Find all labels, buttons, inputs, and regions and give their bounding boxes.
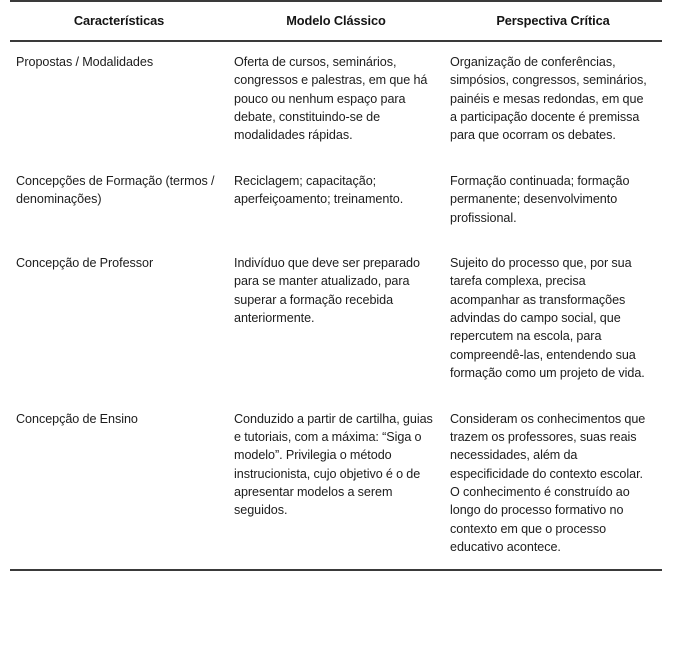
cell-caracteristicas (10, 399, 228, 570)
comparison-table (10, 0, 662, 571)
table-row (10, 243, 662, 399)
table-row (10, 41, 662, 161)
table-body (10, 41, 662, 570)
cell-text: Formação continuada; formação permanente; desenvolvimento profissional. (450, 173, 630, 225)
cell-modelo-classico (228, 399, 444, 570)
cell-text: Consideram os conhecimentos que trazem os professores, suas reais necessidades, além da especificidade do contexto escolar. O conhecimento é construído ao longo do processo formativo no contexto em que o processo educativo acontece. (450, 411, 646, 555)
column-header-perspectiva-critica: Perspectiva Crítica (496, 13, 610, 28)
cell-text: Concepção de Ensino (16, 411, 138, 426)
cell-text: Organização de conferências, simpósios, congressos, seminários, painéis e mesas redondas, em que a participação docente é premissa para que ocorram os debates. (450, 54, 647, 143)
cell-text: Oferta de cursos, seminários, congressos e palestras, em que há pouco ou nenhum espaço para debate, constituindo-se de modalidades rápidas. (234, 54, 428, 143)
cell-caracteristicas (10, 243, 228, 399)
cell-text: Concepções de Formação (termos / denominações) (16, 173, 215, 207)
cell-text: Reciclagem; capacitação; aperfeiçoamento; treinamento. (234, 173, 404, 207)
cell-text: Propostas / Modalidades (16, 54, 154, 69)
cell-text: Concepção de Professor (16, 255, 154, 270)
table-header (10, 1, 662, 41)
table-row (10, 161, 662, 243)
cell-modelo-classico (228, 41, 444, 161)
cell-text: Indivíduo que deve ser preparado para se manter atualizado, para superar a formação recebida anteriormente. (234, 255, 420, 326)
cell-perspectiva-critica (444, 243, 662, 399)
cell-perspectiva-critica (444, 399, 662, 570)
table-header-row (10, 1, 662, 41)
cell-perspectiva-critica (444, 41, 662, 161)
table-row (10, 399, 662, 570)
cell-perspectiva-critica (444, 161, 662, 243)
cell-caracteristicas (10, 41, 228, 161)
cell-modelo-classico (228, 243, 444, 399)
cell-modelo-classico (228, 161, 444, 243)
cell-caracteristicas (10, 161, 228, 243)
column-header-caracteristicas: Características (73, 13, 165, 28)
cell-text: Conduzido a partir de cartilha, guias e tutoriais, com a máxima: “Siga o modelo”. Privilegia o método instrucionista, cujo objetivo é o de apresentar modelos a serem seguidos. (234, 411, 433, 518)
column-header-modelo-classico: Modelo Clássico (286, 13, 386, 28)
cell-text: Sujeito do processo que, por sua tarefa complexa, precisa acompanhar as transformações advindas do campo social, que repercutem na escola, para compreendê-las, entendendo sua formação como um projeto de vida. (450, 255, 645, 381)
